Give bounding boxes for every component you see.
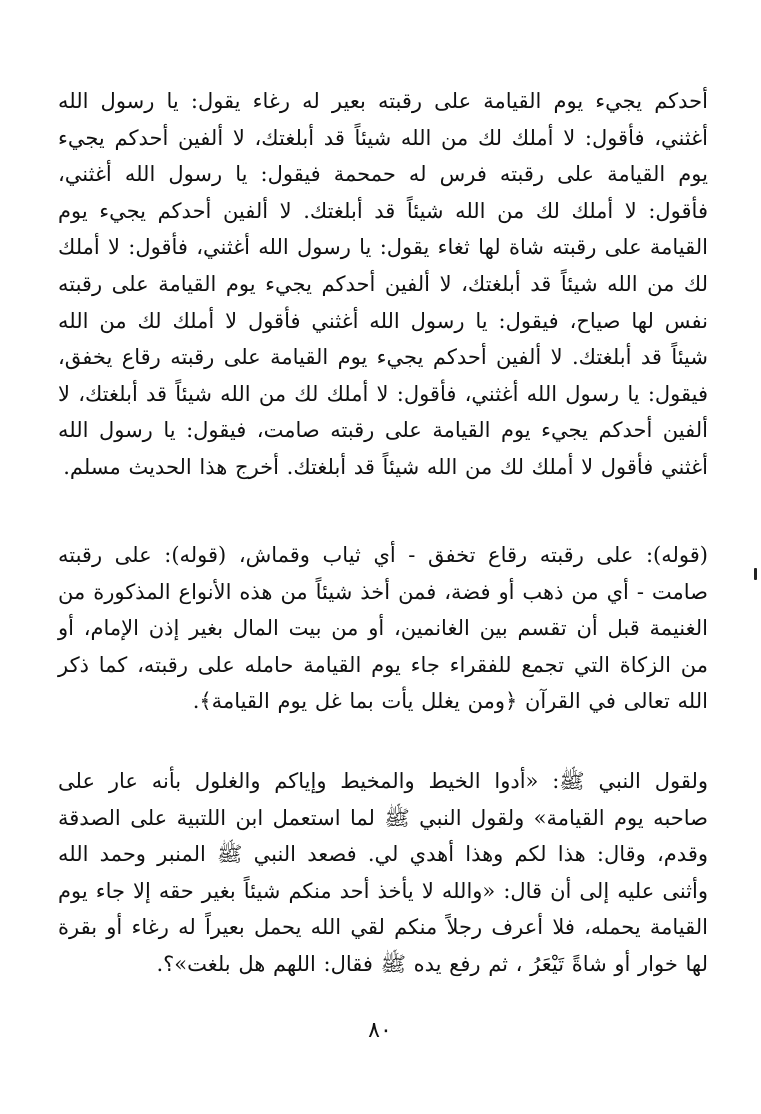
page-number: ٨٠: [368, 1018, 392, 1043]
paragraph-prophet-saying: ولقول النبي ﷺ: «أدوا الخيط والمخيط وإياكم والغلول بأنه عار على صاحبه يوم القيامة» ولقول النبي ﷺ لما استعمل ابن اللتبية على الصدقة وقدم، وقال: هذا لكم وهذا أهدي لي. فصعد النبي ﷺ المنبر وحمد الله وأثنى عليه إلى أن قال: «والله لا يأخذ أحد منكم شيئاً بغير حقه إلا جاء يوم القيامة يحمله، فلا أعرف رجلاً منكم لقي الله يحمل بعيراً له رغاء أو بقرة لها خوار أو شاةً تَيْعَرُ ، ثم رفع يده ﷺ فقال: اللهم هل بلغت»؟.: [58, 769, 708, 976]
paragraph-explanation: (قوله): على رقبته رقاع تخفق - أي ثياب وقماش، (قوله): على رقبته صامت - أي من ذهب أو فضة، فمن أخذ شيئاً من هذه الأنواع المذكورة من الغنيمة قبل أن تقسم بين الغانمين، أو من بيت المال بغير إذن الإمام، أو من الزكاة التي تجمع للفقراء جاء يوم القيامة حامله على رقبته، كما ذكر الله تعالى في القرآن ﴿ومن يغلل يأت بما غل يوم القيامة﴾.: [58, 543, 708, 714]
paragraph-hadith: أحدكم يجيء يوم القيامة على رقبته بعير له رغاء يقول: يا رسول الله أغثني، فأقول: لا أملك لك من الله شيئاً قد أبلغتك، لا ألفين أحدكم يجيء يوم القيامة على رقبته فرس له حمحمة فيقول: يا رسول الله أغثني، فأقول: لا أملك لك من الله شيئاً قد أبلغتك. لا ألفين أحدكم يجيء يوم القيامة على رقبته شاة لها ثغاء يقول: يا رسول الله أغثني، فأقول: لا أملك لك من الله شيئاً قد أبلغتك، لا ألفين أحدكم يجيء يوم القيامة على رقبته نفس لها صياح، فيقول: يا رسول الله أغثني فأقول لا أملك لك من الله شيئاً قد أبلغتك. لا ألفين أحدكم يجيء يوم القيامة على رقبته رقاع يخفق، فيقول: يا رسول الله أغثني، فأقول: لا أملك لك من الله شيئاً قد أبلغتك، لا ألفين أحدكم يجيء يوم القيامة على رقبته صامت، فيقول: يا رسول الله أغثني فأقول لا أملك لك من الله شيئاً قد أبلغتك. أخرج هذا الحديث مسلم.: [58, 89, 709, 479]
scan-edge-mark: [754, 568, 757, 580]
